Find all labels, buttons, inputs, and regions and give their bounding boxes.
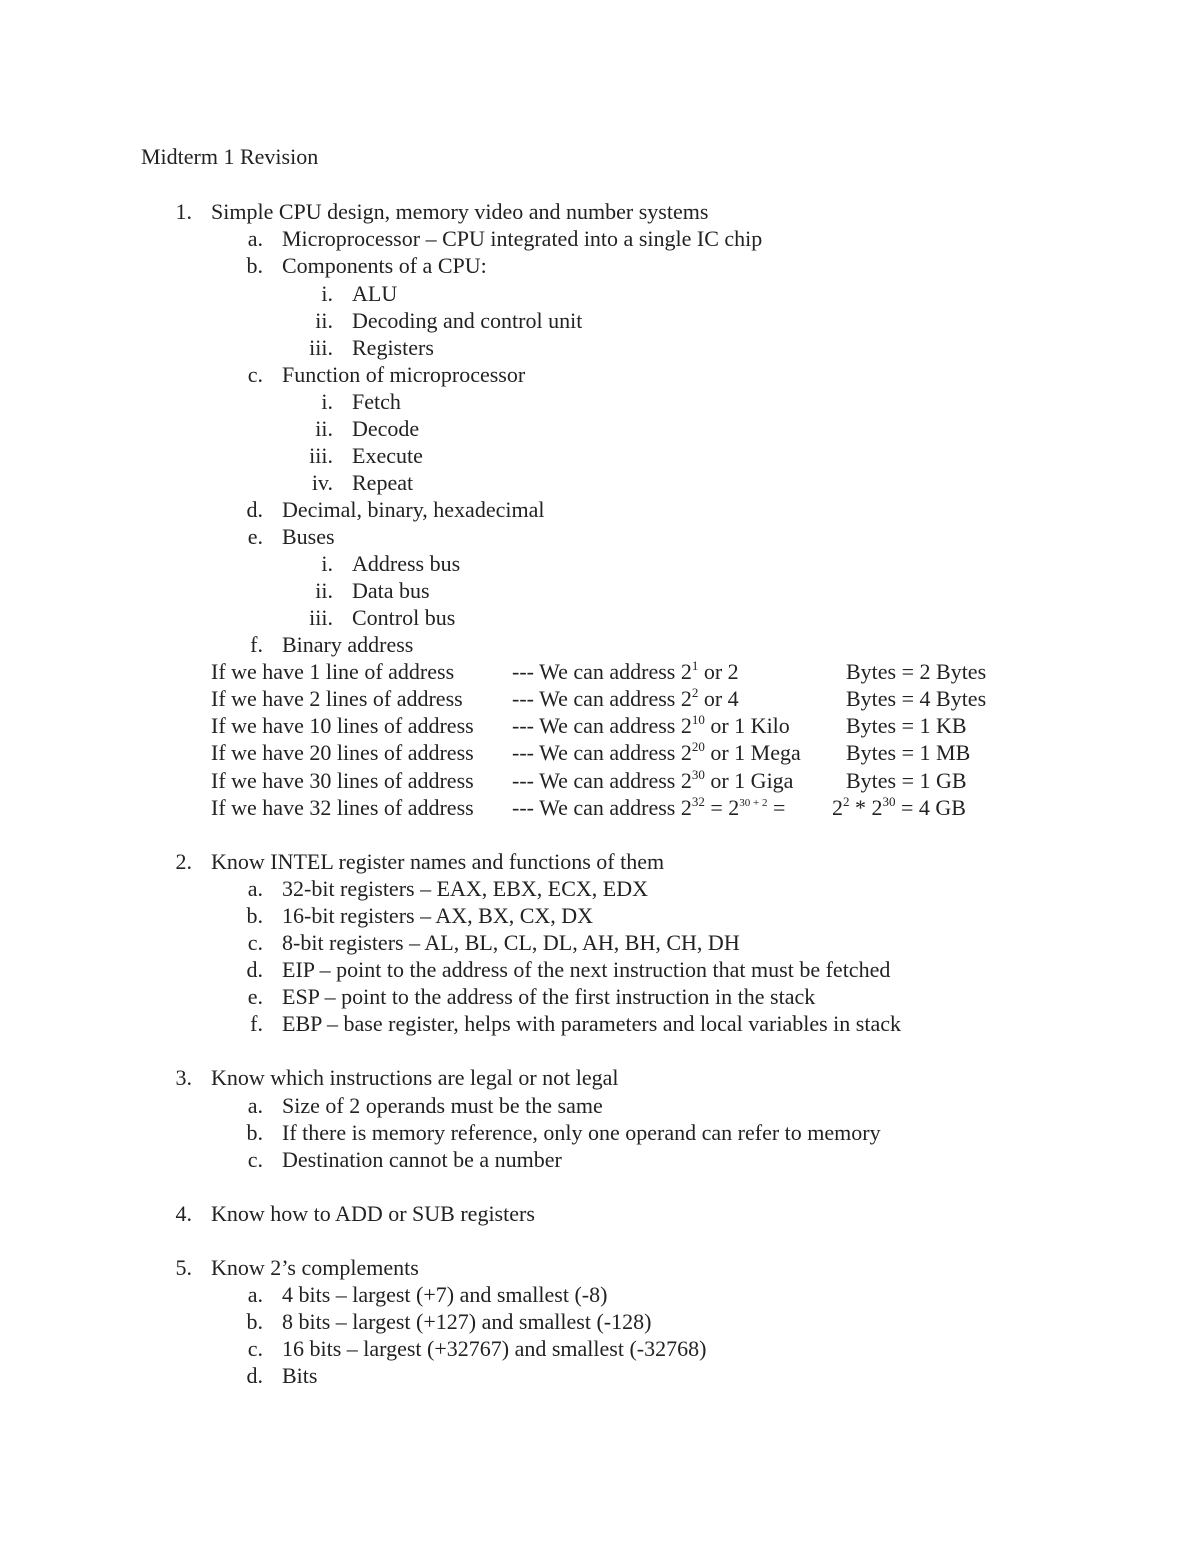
item-marker: d.	[246, 957, 263, 982]
section-3-marker: 3.	[175, 1065, 192, 1090]
subitem-marker: i.	[321, 551, 333, 576]
section-1-marker: 1.	[175, 199, 192, 224]
section-1-heading: Simple CPU design, memory video and number systems	[211, 199, 709, 224]
subitem-text: Control bus	[352, 605, 456, 630]
subitem-marker: iv.	[311, 470, 333, 495]
document-title: Midterm 1 Revision	[141, 144, 319, 169]
item-marker: b.	[246, 1309, 263, 1334]
address-row-lines: If we have 1 line of address	[211, 659, 455, 684]
subitem-text: Address bus	[352, 551, 461, 576]
item-marker: e.	[247, 524, 263, 549]
item-marker: a.	[247, 1282, 263, 1307]
subitem-marker: ii.	[315, 308, 333, 333]
item-text: 32-bit registers – EAX, EBX, ECX, EDX	[282, 876, 649, 901]
address-row-bytes: Bytes = 1 MB	[846, 740, 971, 765]
item-text: Size of 2 operands must be the same	[282, 1093, 603, 1118]
item-text: ESP – point to the address of the first instruction in the stack	[282, 984, 816, 1009]
item-text: If there is memory reference, only one operand can refer to memory	[282, 1120, 881, 1145]
subitem-marker: i.	[321, 281, 333, 306]
address-row-bytes: Bytes = 4 Bytes	[846, 686, 987, 711]
item-marker: b.	[246, 1120, 263, 1145]
subitem-marker: ii.	[315, 578, 333, 603]
subitem-marker: iii.	[309, 605, 333, 630]
section-4-marker: 4.	[175, 1201, 192, 1226]
address-row-lines: If we have 10 lines of address	[211, 713, 474, 738]
item-text: 8-bit registers – AL, BL, CL, DL, AH, BH, CH, DH	[282, 930, 740, 955]
item-marker: c.	[247, 1336, 263, 1361]
item-text: Decimal, binary, hexadecimal	[282, 497, 545, 522]
subitem-text: Execute	[352, 443, 423, 468]
section-5-heading: Know 2’s complements	[211, 1255, 419, 1280]
subitem-text: Registers	[352, 335, 434, 360]
section-5-marker: 5.	[175, 1255, 192, 1280]
item-marker: a.	[247, 1093, 263, 1118]
item-marker: c.	[247, 930, 263, 955]
item-marker: c.	[247, 362, 263, 387]
address-row-bytes: Bytes = 2 Bytes	[846, 659, 987, 684]
subitem-marker: iii.	[309, 335, 333, 360]
address-row-capacity: --- We can address $2^{30}$ or 1 Giga	[512, 766, 794, 793]
subitem-text: Data bus	[352, 578, 430, 603]
address-row-lines: If we have 30 lines of address	[211, 768, 474, 793]
item-text: EIP – point to the address of the next instruction that must be fetched	[282, 957, 891, 982]
subitem-marker: ii.	[315, 416, 333, 441]
section-3-heading: Know which instructions are legal or not legal	[211, 1065, 619, 1090]
item-marker: d.	[246, 497, 263, 522]
subitem-text: Fetch	[352, 389, 401, 414]
item-marker: a.	[247, 876, 263, 901]
item-text: Components of a CPU:	[282, 253, 487, 278]
address-row-bytes: Bytes = 1 KB	[846, 713, 967, 738]
address-row-capacity: --- We can address $2^{32} = 2^{30 + 2}$ =	[512, 793, 786, 820]
address-row-lines: If we have 20 lines of address	[211, 740, 474, 765]
item-text: 16-bit registers – AX, BX, CX, DX	[282, 903, 594, 928]
address-row-lines: If we have 2 lines of address	[211, 686, 463, 711]
subitem-text: ALU	[352, 281, 398, 306]
item-text: Function of microprocessor	[282, 362, 526, 387]
item-text: Buses	[282, 524, 335, 549]
address-row-capacity: --- We can address $2^{20}$ or 1 Mega	[512, 738, 801, 765]
address-row-capacity: --- We can address $2^1$ or 2	[512, 657, 739, 684]
item-marker: b.	[246, 253, 263, 278]
section-4-heading: Know how to ADD or SUB registers	[211, 1201, 535, 1226]
subitem-text: Decode	[352, 416, 420, 441]
item-text: Microprocessor – CPU integrated into a single IC chip	[282, 226, 763, 251]
item-text: EBP – base register, helps with parameters and local variables in stack	[282, 1011, 901, 1036]
item-text: Destination cannot be a number	[282, 1147, 562, 1172]
item-text: 16 bits – largest (+32767) and smallest (-32768)	[282, 1336, 707, 1361]
subitem-text: Repeat	[352, 470, 414, 495]
address-row-lines: If we have 32 lines of address	[211, 795, 474, 820]
item-marker: b.	[246, 903, 263, 928]
section-2-marker: 2.	[175, 849, 192, 874]
address-row-capacity: --- We can address $2^{10}$ or 1 Kilo	[512, 711, 790, 738]
item-marker: d.	[246, 1363, 263, 1388]
item-marker: c.	[247, 1147, 263, 1172]
item-marker: a.	[247, 226, 263, 251]
address-row-result: $2^2 * 2^{30} = 4$ GB	[832, 793, 966, 820]
section-2-heading: Know INTEL register names and functions of them	[211, 849, 665, 874]
item-text: Bits	[282, 1363, 318, 1388]
subitem-text: Decoding and control unit	[352, 308, 583, 333]
item-marker: e.	[247, 984, 263, 1009]
item-text: 8 bits – largest (+127) and smallest (-128)	[282, 1309, 652, 1334]
item-marker: f.	[250, 632, 263, 657]
address-row-bytes: Bytes = 1 GB	[846, 768, 967, 793]
address-row-capacity: --- We can address $2^2$ or 4	[512, 684, 739, 711]
item-text: 4 bits – largest (+7) and smallest (-8)	[282, 1282, 608, 1307]
item-text: Binary address	[282, 632, 414, 657]
subitem-marker: i.	[321, 389, 333, 414]
subitem-marker: iii.	[309, 443, 333, 468]
item-marker: f.	[250, 1011, 263, 1036]
